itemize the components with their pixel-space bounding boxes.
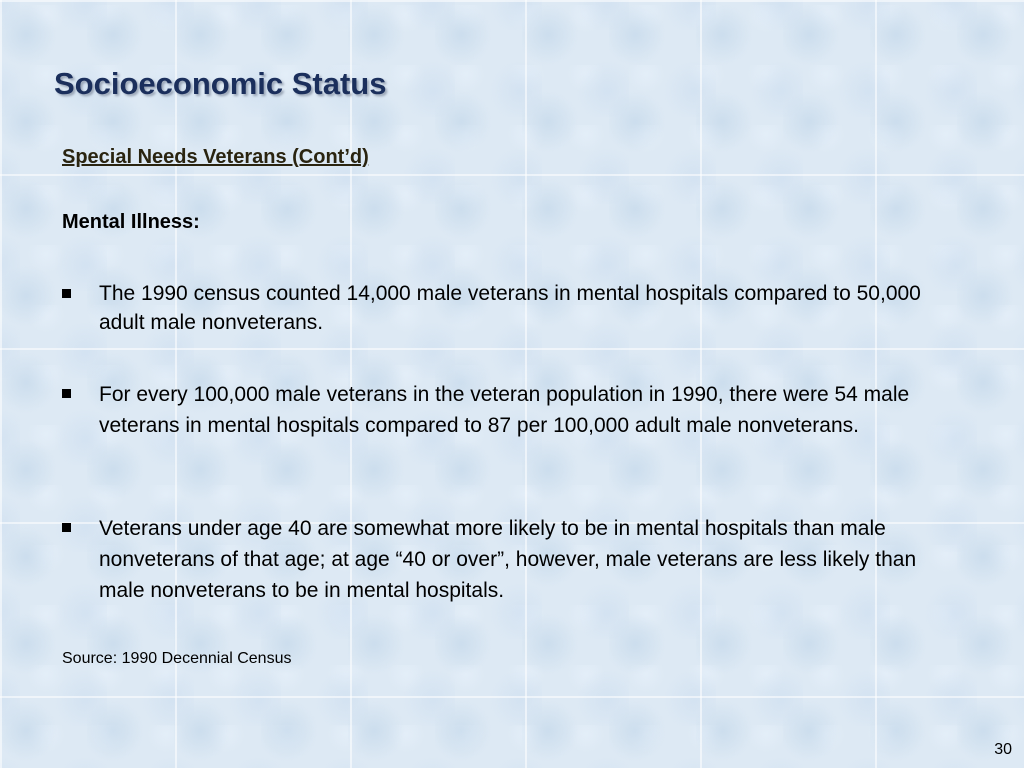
bullet-item [62,513,962,606]
square-bullet-icon [62,389,71,398]
bullet-text: For every 100,000 male veterans in the veteran population in 1990, there were 54 male veterans in mental hospitals compared to 87 per 100,000 adult male nonveterans. [99,383,910,437]
section-label: Mental Illness: [62,211,200,233]
bullet-text: The 1990 census counted 14,000 male veterans in mental hospitals compared to 50,000 adult male nonveterans. [99,282,921,334]
page-number: 30 [994,741,1012,758]
slide-subtitle: Special Needs Veterans (Cont’d) [62,146,369,168]
source-citation: Source: 1990 Decennial Census [62,650,292,667]
slide-title: Socioeconomic Status [54,66,387,101]
bullet-text: Veterans under age 40 are somewhat more likely to be in mental hospitals than male nonveterans of that age; at age “40 or over”, however, male veterans are less likely than male nonveterans to be in mental hospitals. [99,517,917,602]
square-bullet-icon [62,523,71,532]
bullet-item [62,379,962,441]
square-bullet-icon [62,289,71,298]
bullet-item [62,279,962,337]
